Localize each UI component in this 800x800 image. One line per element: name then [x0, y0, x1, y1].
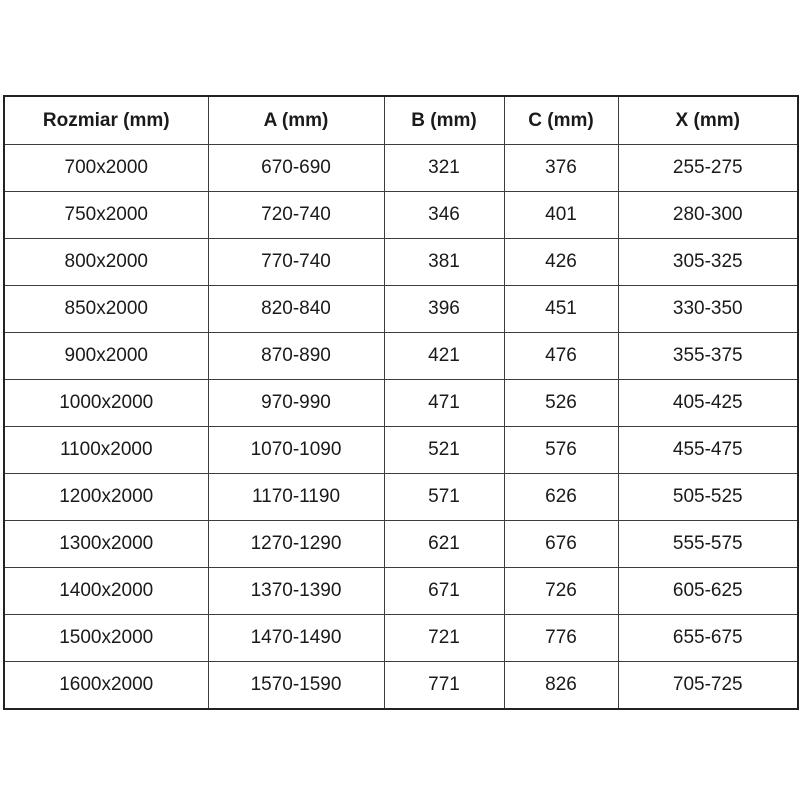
column-header-a: A (mm) — [208, 96, 384, 145]
table-row — [4, 380, 798, 427]
table-cell: 330-350 — [618, 286, 798, 333]
table-cell: 421 — [384, 333, 504, 380]
table-cell: 305-325 — [618, 239, 798, 286]
table-cell: 720-740 — [208, 192, 384, 239]
table-cell: 426 — [504, 239, 618, 286]
size-dimensions-table — [3, 95, 799, 710]
table-cell: 721 — [384, 615, 504, 662]
table-cell: 621 — [384, 521, 504, 568]
table-cell: 526 — [504, 380, 618, 427]
table-cell: 280-300 — [618, 192, 798, 239]
table-cell: 1300x2000 — [4, 521, 208, 568]
table-row — [4, 286, 798, 333]
table-cell: 1600x2000 — [4, 662, 208, 710]
table-cell: 1570-1590 — [208, 662, 384, 710]
table-cell: 770-740 — [208, 239, 384, 286]
table-cell: 1270-1290 — [208, 521, 384, 568]
table-cell: 771 — [384, 662, 504, 710]
table-cell: 521 — [384, 427, 504, 474]
table-cell: 1400x2000 — [4, 568, 208, 615]
table-cell: 671 — [384, 568, 504, 615]
table-cell: 676 — [504, 521, 618, 568]
table-header-row — [4, 96, 798, 145]
table-cell: 1200x2000 — [4, 474, 208, 521]
table-row — [4, 427, 798, 474]
table-cell: 401 — [504, 192, 618, 239]
table-cell: 451 — [504, 286, 618, 333]
table-cell: 1070-1090 — [208, 427, 384, 474]
table-row — [4, 239, 798, 286]
table-cell: 1170-1190 — [208, 474, 384, 521]
table-cell: 1470-1490 — [208, 615, 384, 662]
table-cell: 555-575 — [618, 521, 798, 568]
table-header — [4, 96, 798, 145]
table-row — [4, 521, 798, 568]
table-cell: 1000x2000 — [4, 380, 208, 427]
table-cell: 820-840 — [208, 286, 384, 333]
table-cell: 970-990 — [208, 380, 384, 427]
table-cell: 870-890 — [208, 333, 384, 380]
table-cell: 700x2000 — [4, 145, 208, 192]
table-cell: 381 — [384, 239, 504, 286]
table-cell: 655-675 — [618, 615, 798, 662]
table-cell: 255-275 — [618, 145, 798, 192]
table-cell: 605-625 — [618, 568, 798, 615]
table-row — [4, 145, 798, 192]
table-cell: 750x2000 — [4, 192, 208, 239]
table-cell: 576 — [504, 427, 618, 474]
table-cell: 455-475 — [618, 427, 798, 474]
table-cell: 405-425 — [618, 380, 798, 427]
column-header-x: X (mm) — [618, 96, 798, 145]
table-cell: 346 — [384, 192, 504, 239]
column-header-rozmiar: Rozmiar (mm) — [4, 96, 208, 145]
table-row — [4, 474, 798, 521]
column-header-b: B (mm) — [384, 96, 504, 145]
table-cell: 900x2000 — [4, 333, 208, 380]
table-cell: 396 — [384, 286, 504, 333]
table-row — [4, 568, 798, 615]
table-cell: 571 — [384, 474, 504, 521]
column-header-c: C (mm) — [504, 96, 618, 145]
table-row — [4, 662, 798, 710]
table-cell: 670-690 — [208, 145, 384, 192]
table-cell: 1500x2000 — [4, 615, 208, 662]
table-cell: 505-525 — [618, 474, 798, 521]
table-body — [4, 145, 798, 710]
table-row — [4, 192, 798, 239]
table-cell: 705-725 — [618, 662, 798, 710]
table-cell: 376 — [504, 145, 618, 192]
table-row — [4, 615, 798, 662]
table-cell: 726 — [504, 568, 618, 615]
table-cell: 355-375 — [618, 333, 798, 380]
table-cell: 1100x2000 — [4, 427, 208, 474]
table-cell: 626 — [504, 474, 618, 521]
table-cell: 471 — [384, 380, 504, 427]
table-cell: 800x2000 — [4, 239, 208, 286]
table-row — [4, 333, 798, 380]
table-cell: 1370-1390 — [208, 568, 384, 615]
table-cell: 776 — [504, 615, 618, 662]
table-cell: 850x2000 — [4, 286, 208, 333]
table-cell: 476 — [504, 333, 618, 380]
table-cell: 321 — [384, 145, 504, 192]
table-cell: 826 — [504, 662, 618, 710]
